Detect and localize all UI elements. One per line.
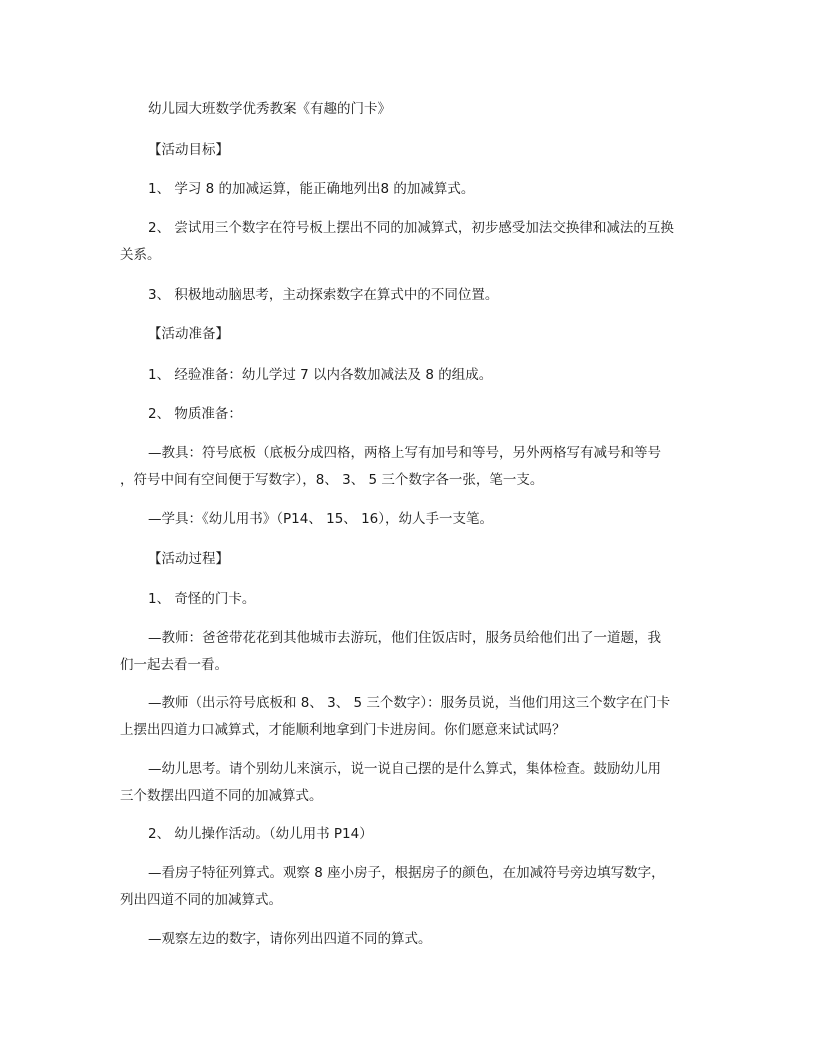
prep-teacher-line-1: —教具：符号底板（底板分成四格，两格上写有加号和等号，另外两格写有减号和等号 — [148, 445, 661, 461]
houses-line-2: 列出四道不同的加减算式。 — [120, 892, 282, 908]
process-2: 2、 幼儿操作活动。（幼儿用书 P14） — [148, 826, 373, 842]
prep-student: —学具：《幼儿用书》（P14、 15、 16），幼人手一支笔。 — [148, 511, 494, 527]
document-title: 幼儿园大班数学优秀教案《有趣的门卡》 — [148, 101, 391, 117]
child-think-line-2: 三个数摆出四道不同的加减算式。 — [120, 788, 323, 804]
teacher-1-block — [120, 625, 700, 679]
goal-1-block — [120, 176, 700, 203]
document-title-block — [120, 96, 700, 123]
goal-3-block — [120, 282, 700, 309]
teacher-2-line-2: 上摆出四道力口减算式，才能顺利地拿到门卡进房间。你们愿意来试试吗？ — [120, 722, 566, 738]
goal-2-line-2: 关系。 — [120, 247, 161, 263]
child-think-line-1: —幼儿思考。请个别幼儿来演示，说一说自己摆的是什么算式，集体检查。鼓励幼儿用 — [148, 761, 661, 777]
teacher-2-block — [120, 690, 700, 744]
section-prep-block — [120, 321, 700, 348]
process-2-block — [120, 821, 700, 848]
goal-2-block — [120, 215, 700, 269]
teacher-1-line-2: 们一起去看一看。 — [120, 657, 228, 673]
prep-1: 1、 经验准备：幼儿学过 7 以内各数加减法及 8 的组成。 — [148, 367, 493, 383]
process-1: 1、 奇怪的门卡。 — [148, 591, 256, 607]
houses-line-1: —看房子特征列算式。观察 8 座小房子，根据房子的颜色，在加减符号旁边填写数字， — [148, 865, 665, 881]
prep-2-block — [120, 401, 700, 428]
section-heading-process: 【活动过程】 — [148, 551, 229, 567]
child-think-block — [120, 756, 700, 810]
section-heading-goals: 【活动目标】 — [148, 142, 229, 158]
prep-teacher-block — [120, 440, 700, 494]
section-goals-block — [120, 137, 700, 164]
prep-student-block — [120, 506, 700, 533]
teacher-2-line-1: —教师（出示符号底板和 8、 3、 5 三个数字）：服务员说，当他们用这三个数字在门卡 — [148, 695, 671, 711]
houses-block — [120, 860, 700, 914]
teacher-1-line-1: —教师：爸爸带花花到其他城市去游玩，他们住饭店时，服务员给他们出了一道题，我 — [148, 630, 661, 646]
prep-2: 2、 物质准备： — [148, 406, 242, 422]
observe-left-block — [120, 926, 700, 953]
prep-1-block — [120, 362, 700, 389]
goal-2-line-1: 2、 尝试用三个数字在符号板上摆出不同的加减算式，初步感受加法交换律和减法的互换 — [148, 220, 674, 236]
goal-3: 3、 积极地动脑思考，主动探索数字在算式中的不同位置。 — [148, 287, 499, 303]
section-process-block — [120, 546, 700, 573]
process-1-block — [120, 586, 700, 613]
prep-teacher-line-2: ，符号中间有空间便于写数字），8、 3、 5 三个数字各一张，笔一支。 — [120, 472, 544, 488]
observe-left: —观察左边的数字，请你列出四道不同的算式。 — [148, 931, 432, 947]
goal-1: 1、 学习 8 的加减运算，能正确地列出8 的加减算式。 — [148, 181, 475, 197]
section-heading-prep: 【活动准备】 — [148, 326, 229, 342]
